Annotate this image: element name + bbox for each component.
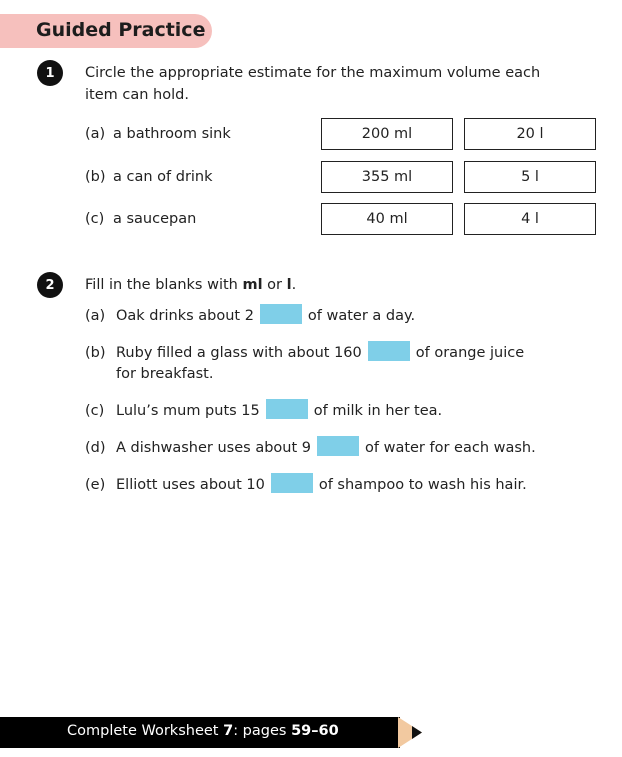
question-2-item-a <box>116 304 415 327</box>
question-1-number: 1 <box>37 60 63 86</box>
estimate-option-box[interactable]: 20 l <box>464 118 596 150</box>
question-2-item-c <box>116 399 442 422</box>
estimate-option-box[interactable]: 4 l <box>464 203 596 235</box>
question-1-prompt-line1: Circle the appropriate estimate for the maximum volume each <box>85 65 541 81</box>
prompt-text: Fill in the blanks with <box>85 277 243 293</box>
estimate-option-box[interactable]: 355 ml <box>321 161 453 193</box>
page-title: Guided Practice <box>36 19 206 41</box>
question-2-item-b <box>116 341 524 364</box>
item-label: (b) <box>85 169 106 185</box>
unit-l: l <box>286 277 292 293</box>
answer-blank[interactable] <box>368 341 410 361</box>
item-label: (c) <box>85 403 105 419</box>
sentence-start: Elliott uses about 10 <box>116 477 265 493</box>
footer-worksheet-reference <box>67 723 339 739</box>
prompt-text: or <box>262 277 287 293</box>
question-2-number: 2 <box>37 272 63 298</box>
item-label: (a) <box>85 126 106 142</box>
item-text: a saucepan <box>113 211 197 227</box>
sentence-end: of orange juice <box>415 345 525 361</box>
estimate-option-box[interactable]: 40 ml <box>321 203 453 235</box>
question-2-item-d <box>116 436 536 459</box>
unit-ml: ml <box>242 277 263 293</box>
answer-blank[interactable] <box>317 436 359 456</box>
worksheet-number: 7 <box>223 723 234 739</box>
sentence-start: A dishwasher uses about 9 <box>116 440 311 456</box>
sentence-start: Lulu’s mum puts 15 <box>116 403 260 419</box>
question-2-item-e <box>116 473 527 496</box>
footer-text: Complete Worksheet <box>67 723 224 739</box>
item-label: (d) <box>85 440 106 456</box>
item-text: a can of drink <box>113 169 213 185</box>
answer-blank[interactable] <box>260 304 302 324</box>
item-label: (e) <box>85 477 106 493</box>
question-2-prompt <box>85 274 296 296</box>
pencil-tip-icon <box>398 717 424 748</box>
question-2-item-b-line2: for breakfast. <box>116 366 214 382</box>
estimate-option-box[interactable]: 200 ml <box>321 118 453 150</box>
prompt-text: . <box>291 277 297 293</box>
estimate-option-box[interactable]: 5 l <box>464 161 596 193</box>
item-label: (c) <box>85 211 105 227</box>
question-1-prompt-line2: item can hold. <box>85 87 189 103</box>
footer-text: : pages <box>233 723 292 739</box>
sentence-start: Ruby filled a glass with about 160 <box>116 345 362 361</box>
worksheet-pages: 59–60 <box>291 723 339 739</box>
item-label: (b) <box>85 345 106 361</box>
sentence-end: of milk in her tea. <box>313 403 443 419</box>
item-text: a bathroom sink <box>113 126 231 142</box>
sentence-start: Oak drinks about 2 <box>116 308 254 324</box>
answer-blank[interactable] <box>271 473 313 493</box>
sentence-end: of water a day. <box>307 308 416 324</box>
item-label: (a) <box>85 308 106 324</box>
answer-blank[interactable] <box>266 399 308 419</box>
sentence-end: of shampoo to wash his hair. <box>318 477 527 493</box>
sentence-end: of water for each wash. <box>365 440 536 456</box>
